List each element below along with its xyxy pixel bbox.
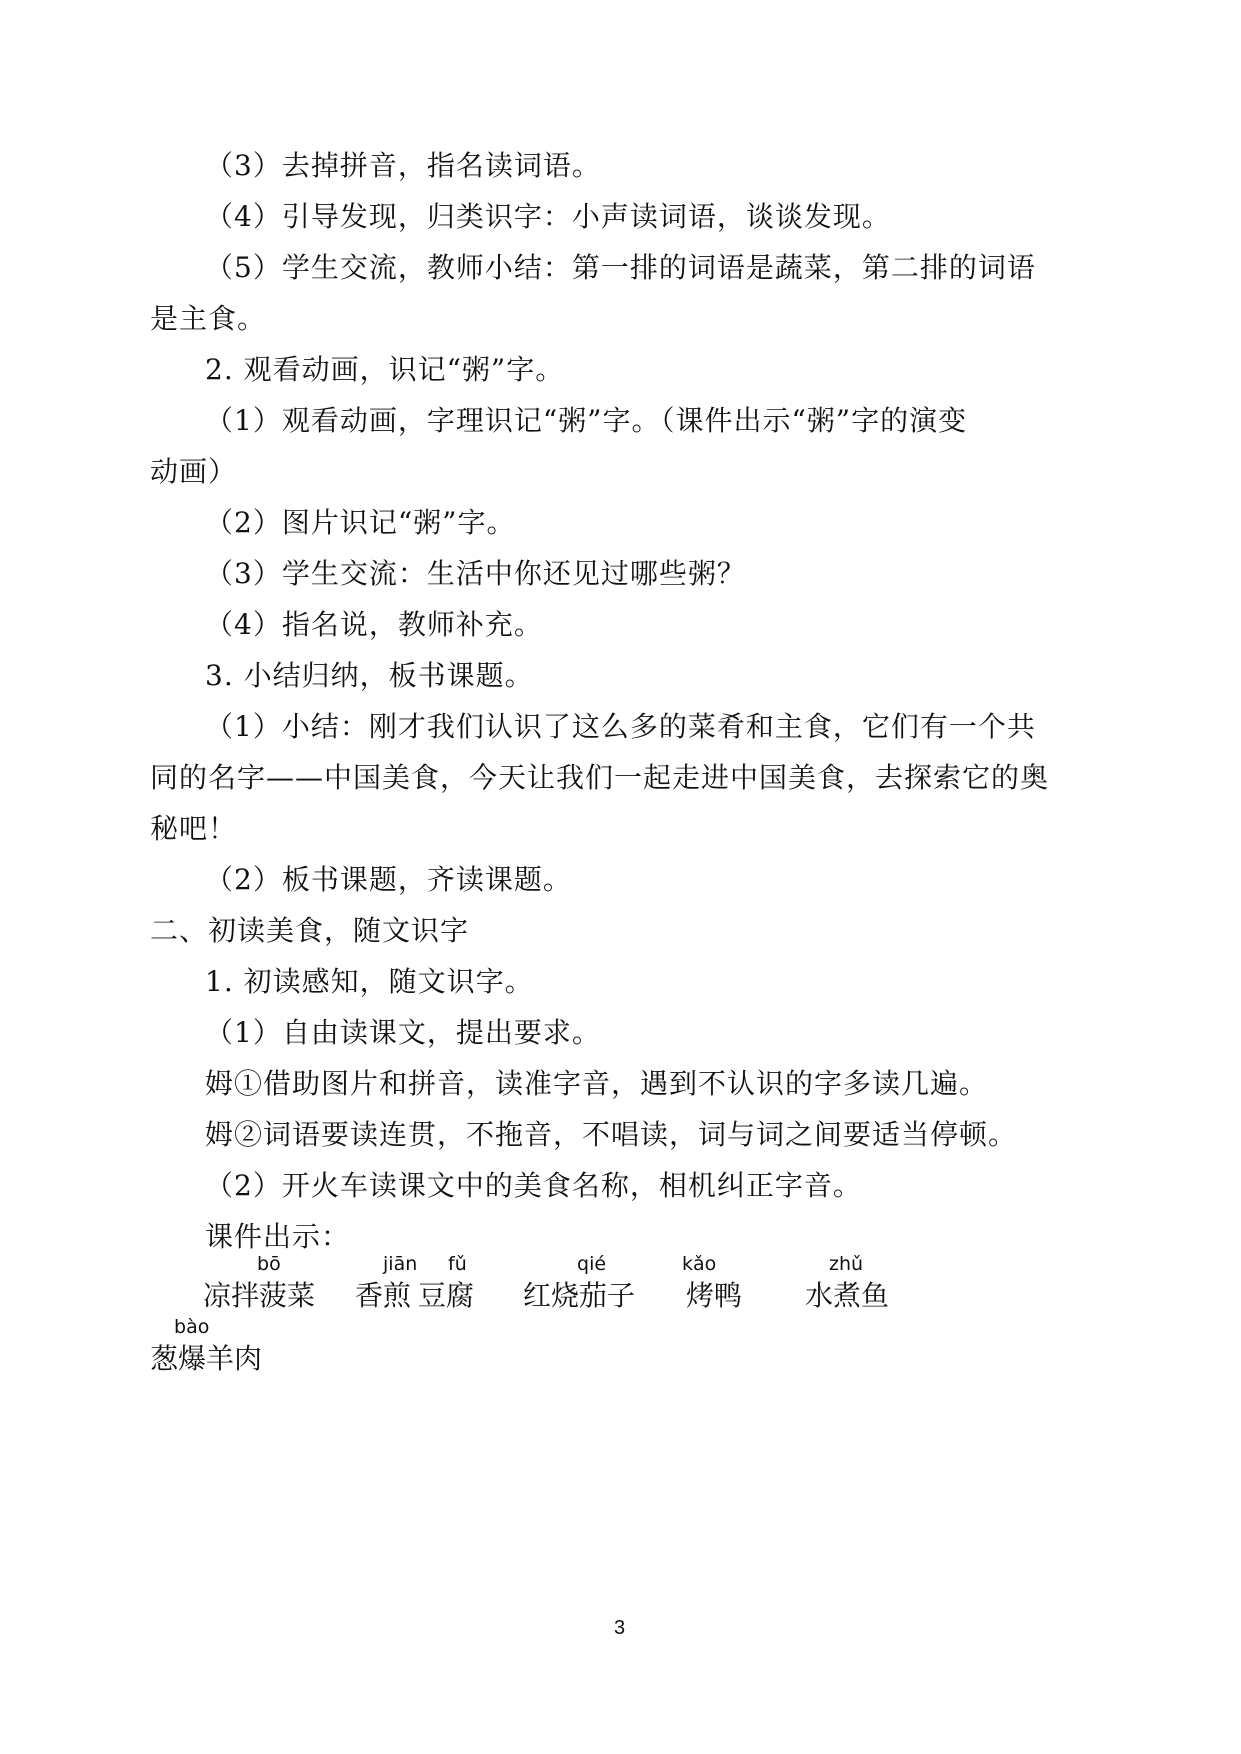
pinyin-annotation: kǎo (682, 1253, 717, 1275)
text-line: （1）小结：刚才我们认识了这么多的菜肴和主食，它们有一个共 (205, 710, 1036, 743)
food-word (203, 1253, 316, 1314)
word-prefix: 红烧 (523, 1279, 580, 1312)
food-words-row (0, 1253, 1241, 1318)
word-prefix: 葱 (150, 1342, 179, 1375)
pinyin-annotation: qié (577, 1253, 607, 1275)
annotated-char: 煎 (383, 1279, 412, 1312)
food-word (523, 1253, 636, 1314)
word-suffix: 羊肉 (206, 1342, 263, 1375)
word-prefix: 豆 (418, 1279, 447, 1312)
annotated-char: 腐 (446, 1279, 475, 1312)
text-line: （5）学生交流，教师小结：第一排的词语是蔬菜，第二排的词语 (205, 251, 1036, 284)
text-line: 秘吧！ (150, 812, 238, 845)
word-suffix: 菜 (287, 1279, 316, 1312)
annotated-char: 菠 (259, 1279, 288, 1312)
text-line: （1）观看动画，字理识记“粥”字。（课件出示“粥”字的演变 (205, 404, 968, 437)
text-line: 动画） (150, 455, 238, 488)
text-line: 课件出示： (205, 1220, 351, 1253)
pinyin-annotation: bào (174, 1316, 210, 1338)
food-word (682, 1253, 743, 1314)
pinyin-annotation: zhǔ (829, 1253, 864, 1275)
annotated-char: 烤 (686, 1279, 715, 1312)
annotated-char: 茄 (579, 1279, 608, 1312)
food-word (150, 1316, 263, 1377)
food-words-row (0, 1316, 1241, 1381)
text-line: （3）学生交流：生活中你还见过哪些粥？ (205, 557, 746, 590)
food-word (418, 1253, 475, 1314)
text-line: （4）指名说，教师补充。 (205, 608, 543, 641)
text-line: （2）开火车读课文中的美食名称，相机纠正字音。 (205, 1169, 862, 1202)
text-line: （2）图片识记“粥”字。 (205, 506, 516, 539)
word-suffix: 鸭 (714, 1279, 743, 1312)
text-line: （3）去掉拼音，指名读词语。 (205, 149, 601, 182)
food-word (805, 1253, 890, 1314)
word-prefix: 水 (805, 1279, 834, 1312)
page-number: 3 (614, 1617, 626, 1639)
text-line: （1）自由读课文，提出要求。 (205, 1016, 601, 1049)
text-line: 3. 小结归纳，板书课题。 (205, 659, 534, 692)
pinyin-annotation: fǔ (448, 1253, 467, 1275)
text-line: （2）板书课题，齐读课题。 (205, 863, 572, 896)
annotated-char: 爆 (178, 1342, 207, 1375)
text-line: 姆②词语要读连贯，不拖音，不唱读，词与词之间要适当停顿。 (205, 1118, 1018, 1151)
word-prefix: 香 (355, 1279, 384, 1312)
section-heading: 二、初读美食，随文识字 (150, 914, 470, 947)
text-line: 是主食。 (150, 302, 267, 335)
pinyin-annotation: bō (257, 1253, 281, 1275)
pinyin-annotation: jiān (383, 1253, 418, 1275)
text-line: 2. 观看动画，识记“粥”字。 (205, 353, 565, 386)
word-prefix: 凉拌 (203, 1279, 260, 1312)
text-line: 同的名字——中国美食，今天让我们一起走进中国美食，去探索它的奥 (150, 761, 1050, 794)
word-suffix: 鱼 (861, 1279, 890, 1312)
text-line: （4）引导发现，归类识字：小声读词语，谈谈发现。 (205, 200, 891, 233)
annotated-char: 煮 (833, 1279, 862, 1312)
text-line: 姆①借助图片和拼音，读准字音，遇到不认识的字多读几遍。 (205, 1067, 989, 1100)
text-line: 1. 初读感知，随文识字。 (205, 965, 534, 998)
food-word (355, 1253, 418, 1314)
word-suffix: 子 (607, 1279, 636, 1312)
